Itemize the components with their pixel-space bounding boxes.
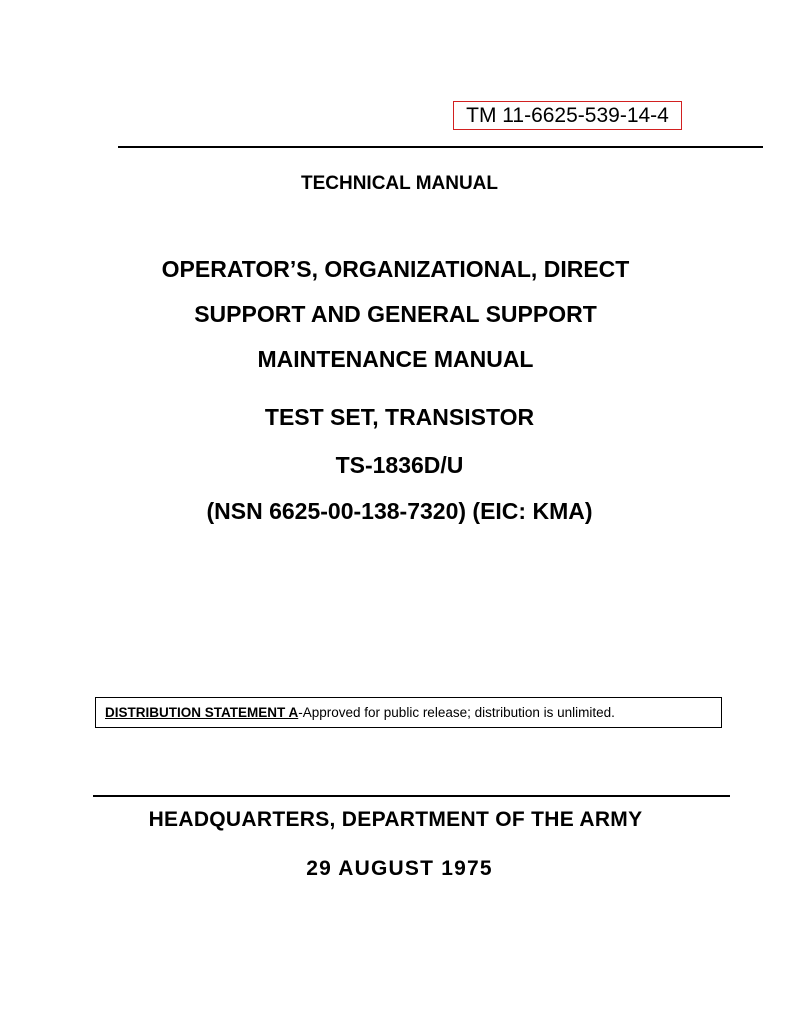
tm-number: TM 11-6625-539-14-4	[466, 104, 669, 127]
equipment-identifiers: (NSN 6625-00-138-7320) (EIC: KMA)	[206, 498, 593, 524]
distribution-label: DISTRIBUTION STATEMENT A	[105, 705, 299, 720]
bottom-divider	[93, 795, 730, 797]
publication-date: 29 AUGUST 1975	[306, 857, 493, 880]
equipment-name: TEST SET, TRANSISTOR	[264, 404, 535, 430]
issuer: HEADQUARTERS, DEPARTMENT OF THE ARMY	[148, 808, 643, 831]
document-type: TECHNICAL MANUAL	[300, 173, 499, 194]
top-divider	[118, 146, 763, 148]
distribution-text: -Approved for public release; distribution is unlimited.	[298, 705, 615, 720]
equipment-model: TS-1836D/U	[335, 452, 464, 478]
title-line-2: SUPPORT AND GENERAL SUPPORT	[194, 301, 597, 327]
distribution-statement	[95, 697, 722, 728]
title-line-3: MAINTENANCE MANUAL	[257, 346, 534, 372]
tm-number-box	[453, 101, 682, 130]
title-line-1: OPERATOR’S, ORGANIZATIONAL, DIRECT	[161, 256, 630, 282]
